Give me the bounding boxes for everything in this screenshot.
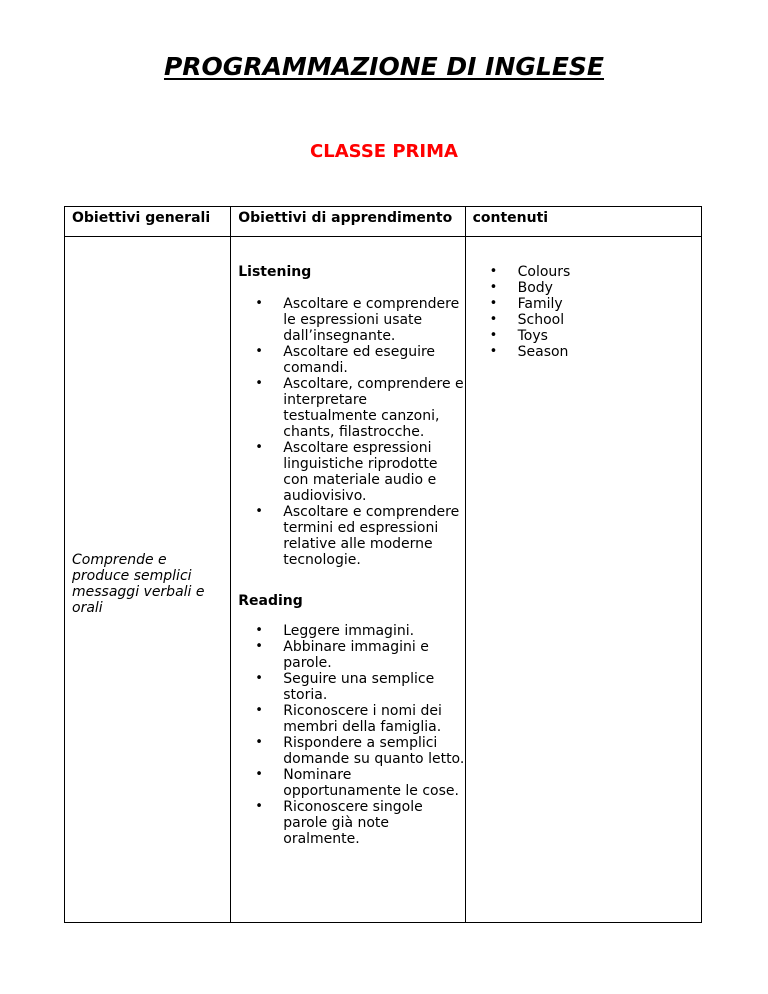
list-item: • Body	[518, 280, 701, 296]
listening-list	[231, 296, 464, 568]
header-label: Obiettivi generali	[72, 210, 211, 226]
list-item: • Toys	[518, 328, 701, 344]
list-item: • Riconoscere i nomi dei membri della famiglia.	[283, 703, 464, 735]
list-item: • Leggere immagini.	[283, 623, 464, 639]
table-header-row	[65, 207, 702, 237]
header-contents	[465, 207, 701, 237]
section-title-reading: Reading	[238, 593, 303, 609]
learning-objectives-cell	[231, 237, 465, 923]
list-item: • Ascoltare e comprendere termini ed espressioni relative alle moderne tecnologie.	[283, 504, 464, 568]
list-item: • Season	[518, 344, 701, 360]
list-item: • Ascoltare espressioni linguistiche riprodotte con materiale audio e audiovisivo.	[283, 440, 464, 504]
header-general-objectives	[65, 207, 231, 237]
contents-cell	[465, 237, 701, 923]
list-item: • Ascoltare ed eseguire comandi.	[283, 344, 464, 376]
list-item: • Abbinare immagini e parole.	[283, 639, 464, 671]
list-item: • Ascoltare, comprendere e interpretare testualmente canzoni, chants, filastrocche.	[283, 376, 464, 440]
list-item: • Nominare opportunamente le cose.	[283, 767, 464, 799]
general-objective-cell	[65, 237, 231, 923]
class-title: CLASSE PRIMA	[310, 141, 458, 162]
header-label: contenuti	[472, 210, 549, 226]
programme-table	[64, 206, 702, 923]
list-item: • Seguire una semplice storia.	[283, 671, 464, 703]
list-item: • Riconoscere singole parole già note oralmente.	[283, 799, 464, 847]
reading-list	[231, 623, 464, 847]
list-item: • Rispondere a semplici domande su quanto letto.	[283, 735, 464, 767]
list-item: • School	[518, 312, 701, 328]
document-title: PROGRAMMAZIONE DI INGLESE	[163, 52, 605, 81]
list-item: • Ascoltare e comprendere le espressioni usate dall’insegnante.	[283, 296, 464, 344]
list-item: • Family	[518, 296, 701, 312]
header-learning-objectives	[231, 207, 465, 237]
general-objective-text: Comprende e produce semplici messaggi verbali e orali	[72, 551, 205, 616]
contents-list	[466, 264, 701, 360]
table-row	[65, 237, 702, 923]
section-title-listening: Listening	[238, 264, 312, 280]
list-item: • Colours	[518, 264, 701, 280]
header-label: Obiettivi di apprendimento	[238, 210, 453, 226]
